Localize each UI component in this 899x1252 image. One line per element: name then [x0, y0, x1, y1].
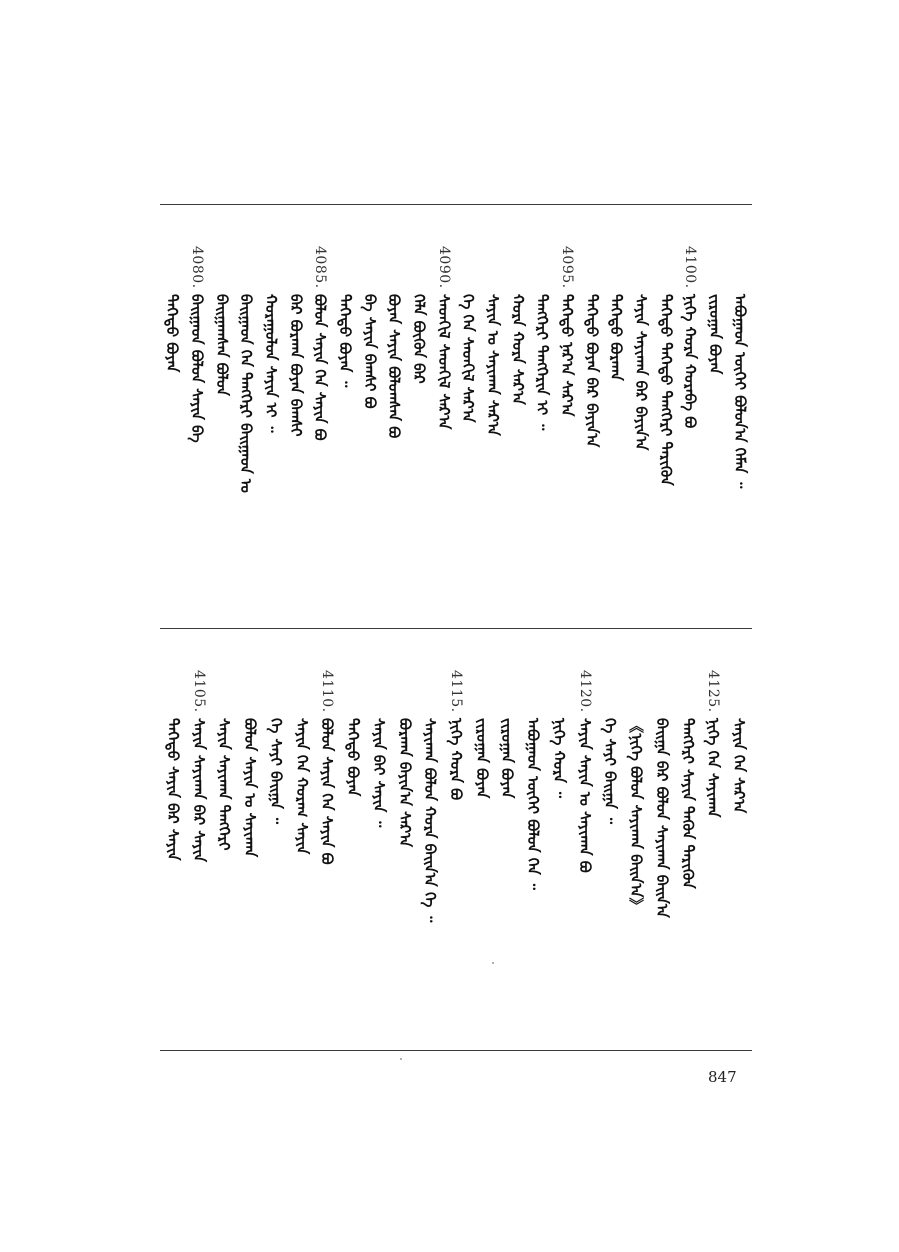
mongolian-verse-line: ᠨᠢᠭᠡ ᠬᠡᠨ ᠰᠠᠶᠢᠬᠠᠨ [704, 718, 722, 818]
text-column [432, 206, 456, 626]
middle-rule [160, 628, 752, 629]
top-rule [160, 204, 752, 205]
mongolian-verse-line: ᠰᠡᠳᠬᠢᠯ ᠰᠡᠳᠬᠢᠯ ᠰᠠᠷ᠎ᠠ [435, 294, 453, 430]
text-column [358, 206, 382, 626]
mongolian-verse-line: ᠪᠠᠢᠭᠠ ᠪᠠᠷ ᠪᠤᠯᠤᠨ ᠰᠠᠶᠢᠬᠠᠨ ᠪᠠᠢᠨ᠎ᠠ [653, 718, 671, 918]
verse-number: 4090. [436, 246, 452, 289]
text-column [703, 206, 727, 626]
mongolian-verse-line: ᠳᠡᠭᠡᠳᠦ ᠪᠤᠶᠠᠨ ᠪᠠᠷ ᠪᠠᠶᠢᠨ᠎ᠠ [583, 294, 601, 448]
scan-speck [400, 1058, 402, 1060]
text-column [212, 630, 236, 1048]
text-column [555, 206, 579, 626]
mongolian-verse-line: ᠰᠠᠶᠢᠬᠠᠨ ᠪᠤᠯᠤᠨ ᠬᠤᠷᠠ ᠪᠠᠢᠨ᠎ᠠ ᠬᠡ ᠃ [421, 718, 439, 923]
mongolian-verse-line: ᠳᠡᠭᠡᠳᠦ ᠪᠤᠶᠠᠨ [344, 718, 362, 797]
text-column [676, 630, 700, 1048]
mongolian-verse-line: ᠵᠢᠷᠤᠭᠠᠨ ᠪᠤᠶᠠᠨ [498, 718, 516, 799]
text-column [650, 630, 674, 1048]
mongolian-verse-line: ᠠᠪᠤᠭᠠᠳ ᠦᠭᠡᠢ ᠪᠣᠯᠤᠨ᠎ᠠ ᠬᠡᠮᠡᠨ ᠃ [731, 294, 749, 489]
text-column [701, 630, 725, 1048]
text-column [393, 630, 417, 1048]
mongolian-verse-line: ᠰᠠᠶᠢᠨ ᠪᠠᠢ ᠰᠠᠶᠢᠨ ᠃ [370, 718, 388, 828]
text-column [547, 630, 571, 1048]
mongolian-verse-line: ᠰᠠᠶᠢᠨ ᠤ ᠰᠠᠶᠢᠬᠠᠨ ᠰᠠᠷ᠎ᠠ [484, 294, 502, 436]
text-column [521, 630, 545, 1048]
text-column [290, 630, 314, 1048]
mongolian-verse-line: ᠪᠤᠯᠤᠨ ᠰᠠᠶᠢᠨ ᠤ ᠰᠠᠶᠢᠬᠠᠨ [241, 718, 259, 858]
text-column [728, 206, 752, 626]
text-column [264, 630, 288, 1048]
mongolian-verse-line: ᠬᠤᠷᠠᠭᠤᠯᠤᠨ ᠰᠠᠶᠢᠨ ᠢ ᠃ [262, 294, 280, 433]
mongolian-verse-line: ᠬᠡᠯᠡ ᠪᠦᠬᠦᠨ ᠪᠠᠷ [410, 294, 428, 384]
verse-number: 4080. [189, 246, 205, 289]
mongolian-verse-line: ᠲᠡᠩᠭᠡᠷᠢ ᠰᠠᠶᠢᠨ ᠲᠡᠭᠦᠨ ᠲᠡᠷᠢᠭᠦᠨ [679, 718, 697, 889]
text-column [341, 630, 365, 1048]
text-column [187, 630, 211, 1048]
mongolian-verse-line: ᠳᠡᠭᠡᠳᠦ ᠪᠤᠷᠬᠠᠨ [607, 294, 625, 381]
upper-text-block [160, 206, 752, 626]
mongolian-verse-line: ᠪᠠᠢᠭᠠᠳ ᠪᠤᠯᠤᠨ ᠰᠠᠶᠢᠨ ᠪᠠ [188, 294, 206, 443]
text-column [367, 630, 391, 1048]
verse-number: 4095. [559, 246, 575, 289]
verse-number: 4125. [705, 670, 721, 713]
scan-speck [492, 962, 494, 964]
text-column [160, 206, 184, 626]
bottom-rule [160, 1050, 752, 1051]
mongolian-verse-line: ᠲᠡᠩᠭᠡᠷᠢ ᠲᠡᠩᠭᠡᠷᠢᠨ ᠢ ᠃ [533, 294, 551, 431]
mongolian-verse-line: ᠳᠡᠭᠡᠳᠦ ᠪᠤᠶᠠᠨ [163, 294, 181, 373]
mongolian-verse-line: ᠬᠡ ᠬᠡᠨ ᠰᠡᠳᠬᠢᠯ ᠰᠠᠷ᠎ᠠ [459, 294, 477, 423]
mongolian-verse-line: 《ᠨᠢᠭᠡ ᠪᠤᠯᠤᠨ ᠰᠠᠶᠢᠬᠠᠨ ᠪᠠᠢᠨ᠎ᠠ》 [627, 718, 645, 913]
text-column [315, 630, 339, 1048]
mongolian-verse-line: ᠰᠠᠶᠢᠨ ᠰᠠᠶᠢᠬᠠᠨ ᠪᠠᠷ ᠪᠠᠶᠢᠨ᠎ᠠ [632, 294, 650, 451]
mongolian-verse-line: ᠪᠠᠢᠭᠠᠭᠰᠠᠨ ᠪᠤᠯᠤᠨ [213, 294, 231, 396]
mongolian-verse-line: ᠨᠢᠭᠡ ᠬᠤᠷᠠ ᠃ [550, 718, 568, 798]
mongolian-verse-line: ᠰᠠᠶᠢᠨ ᠬᠡᠨ ᠬᠤᠷᠠᠭ ᠰᠠᠶᠢᠨ [293, 718, 311, 855]
mongolian-verse-line: ᠪᠠᠷ ᠪᠤᠷᠬᠠᠨ ᠪᠤᠶᠠᠨ ᠪᠠᠭᠰᠢ [287, 294, 305, 437]
text-column [604, 206, 628, 626]
mongolian-verse-line: ᠳᠡᠭᠡᠳᠦ ᠨᠠᠷ᠎ᠠ ᠰᠠᠷ᠎ᠠ [558, 294, 576, 417]
text-column [573, 630, 597, 1048]
text-column [333, 206, 357, 626]
text-column [407, 206, 431, 626]
mongolian-verse-line: ᠪᠠ ᠰᠠᠶᠢᠨ ᠪᠠᠭᠰᠢ ᠪᠤ [361, 294, 379, 409]
text-column [678, 206, 702, 626]
mongolian-verse-line: ᠰᠠᠶᠢᠨ ᠰᠠᠶᠢᠨ ᠤ ᠰᠠᠶᠢᠬᠠᠨ ᠪᠤ [576, 718, 594, 873]
text-column [470, 630, 494, 1048]
text-column [456, 206, 480, 626]
verse-number: 4120. [577, 670, 593, 713]
mongolian-verse-line: ᠠᠪᠤᠭᠠᠳ ᠦᠭᠡᠢ ᠪᠤᠯᠤᠨ ᠬᠡᠨ ᠃ [524, 718, 542, 890]
mongolian-verse-line: ᠨᠢᠭᠡ ᠬᠤᠷᠠ ᠪᠤ [447, 718, 465, 801]
text-column [506, 206, 530, 626]
mongolian-verse-line: ᠬᠤᠷᠠ ᠬᠤᠷᠠ ᠰᠠᠷ᠎ᠠ [509, 294, 527, 405]
text-column [284, 206, 308, 626]
mongolian-verse-line: ᠰᠠᠶᠢᠨ ᠰᠠᠶᠢᠬᠠᠨ ᠲᠡᠩᠭᠡᠷᠢ [215, 718, 233, 851]
text-column [259, 206, 283, 626]
text-column [598, 630, 622, 1048]
text-column [654, 206, 678, 626]
mongolian-verse-line: ᠪᠤᠶᠠᠨ ᠰᠠᠶᠢᠨ ᠪᠤᠯᠤᠭᠰᠠᠨ ᠪᠤ [385, 294, 403, 439]
mongolian-verse-line: ᠳᠡᠭᠡᠳᠦ ᠰᠠᠶᠢᠨ ᠪᠠᠷ ᠰᠠᠶᠢᠨ [164, 718, 182, 861]
mongolian-verse-line: ᠪᠤᠯᠤᠨ ᠰᠠᠶᠢᠨ ᠬᠡᠨ ᠰᠠᠶᠢᠨ ᠪᠤ [318, 718, 336, 865]
text-column [210, 206, 234, 626]
text-column [629, 206, 653, 626]
text-column [382, 206, 406, 626]
mongolian-verse-line: ᠨᠢᠭᠡ ᠬᠤᠷᠠ ᠬᠤᠷᠠᠪᠠ ᠪᠤ [681, 294, 699, 429]
page-number: 847 [708, 1068, 737, 1086]
mongolian-verse-line: ᠳᠡᠭᠡᠳᠦ ᠳᠡᠭᠡᠳᠦ ᠲᠡᠩᠭᠡᠷᠢ ᠲᠡᠷᠢᠭᠦᠨ [657, 294, 675, 486]
text-column [238, 630, 262, 1048]
text-column [418, 630, 442, 1048]
text-column [185, 206, 209, 626]
mongolian-verse-line: ᠬᠡ ᠰᠠᠶᠢ ᠪᠠᠢᠭᠠ ᠃ [601, 718, 619, 824]
mongolian-verse-line: ᠰᠠᠶᠢᠨ ᠬᠡᠨ ᠰᠠᠷ᠎ᠠ [730, 718, 748, 814]
mongolian-verse-line: ᠳᠡᠭᠡᠳᠦ ᠪᠤᠶᠠᠨ ᠃ [336, 294, 354, 388]
mongolian-verse-line: ᠪᠠᠢᠭᠠᠳ ᠬᠡᠨ ᠲᠡᠩᠭᠡᠷᠢ ᠪᠠᠢᠭᠠᠳ ᠣ [237, 294, 255, 493]
mongolian-verse-line: ᠵᠢᠷᠤᠭᠠᠨ ᠪᠤᠶᠠᠨ [473, 718, 491, 799]
text-column [530, 206, 554, 626]
text-column [234, 206, 258, 626]
text-column [624, 630, 648, 1048]
text-column [481, 206, 505, 626]
text-column [580, 206, 604, 626]
text-column [308, 206, 332, 626]
text-column [495, 630, 519, 1048]
text-column [727, 630, 751, 1048]
mongolian-verse-line: ᠵᠢᠷᠤᠭᠠᠨ ᠪᠤᠶᠠᠨ [706, 294, 724, 375]
lower-text-block [160, 630, 752, 1048]
verse-number: 4115. [448, 670, 464, 713]
mongolian-verse-line: ᠰᠠᠶᠢᠨ ᠰᠠᠶᠢᠬᠠᠨ ᠪᠠᠷ ᠰᠠᠶᠢᠨ [190, 718, 208, 863]
verse-number: 4085. [312, 246, 328, 289]
text-column [161, 630, 185, 1048]
mongolian-verse-line: ᠬᠡ ᠰᠠᠶᠢ ᠪᠠᠢᠭᠠ ᠃ [267, 718, 285, 824]
text-column [444, 630, 468, 1048]
verse-number: 4105. [191, 670, 207, 713]
mongolian-verse-line: ᠪᠤᠷᠬᠠᠨ ᠪᠠᠶᠢᠨ᠎ᠠ ᠰᠠᠷ᠎ᠠ [396, 718, 414, 848]
mongolian-verse-line: ᠪᠤᠯᠤᠨ ᠰᠠᠶᠢᠨ ᠬᠡᠨ ᠰᠠᠶᠢᠨ ᠪᠤ [311, 294, 329, 441]
verse-number: 4110. [319, 670, 335, 713]
verse-number: 4100. [682, 246, 698, 289]
